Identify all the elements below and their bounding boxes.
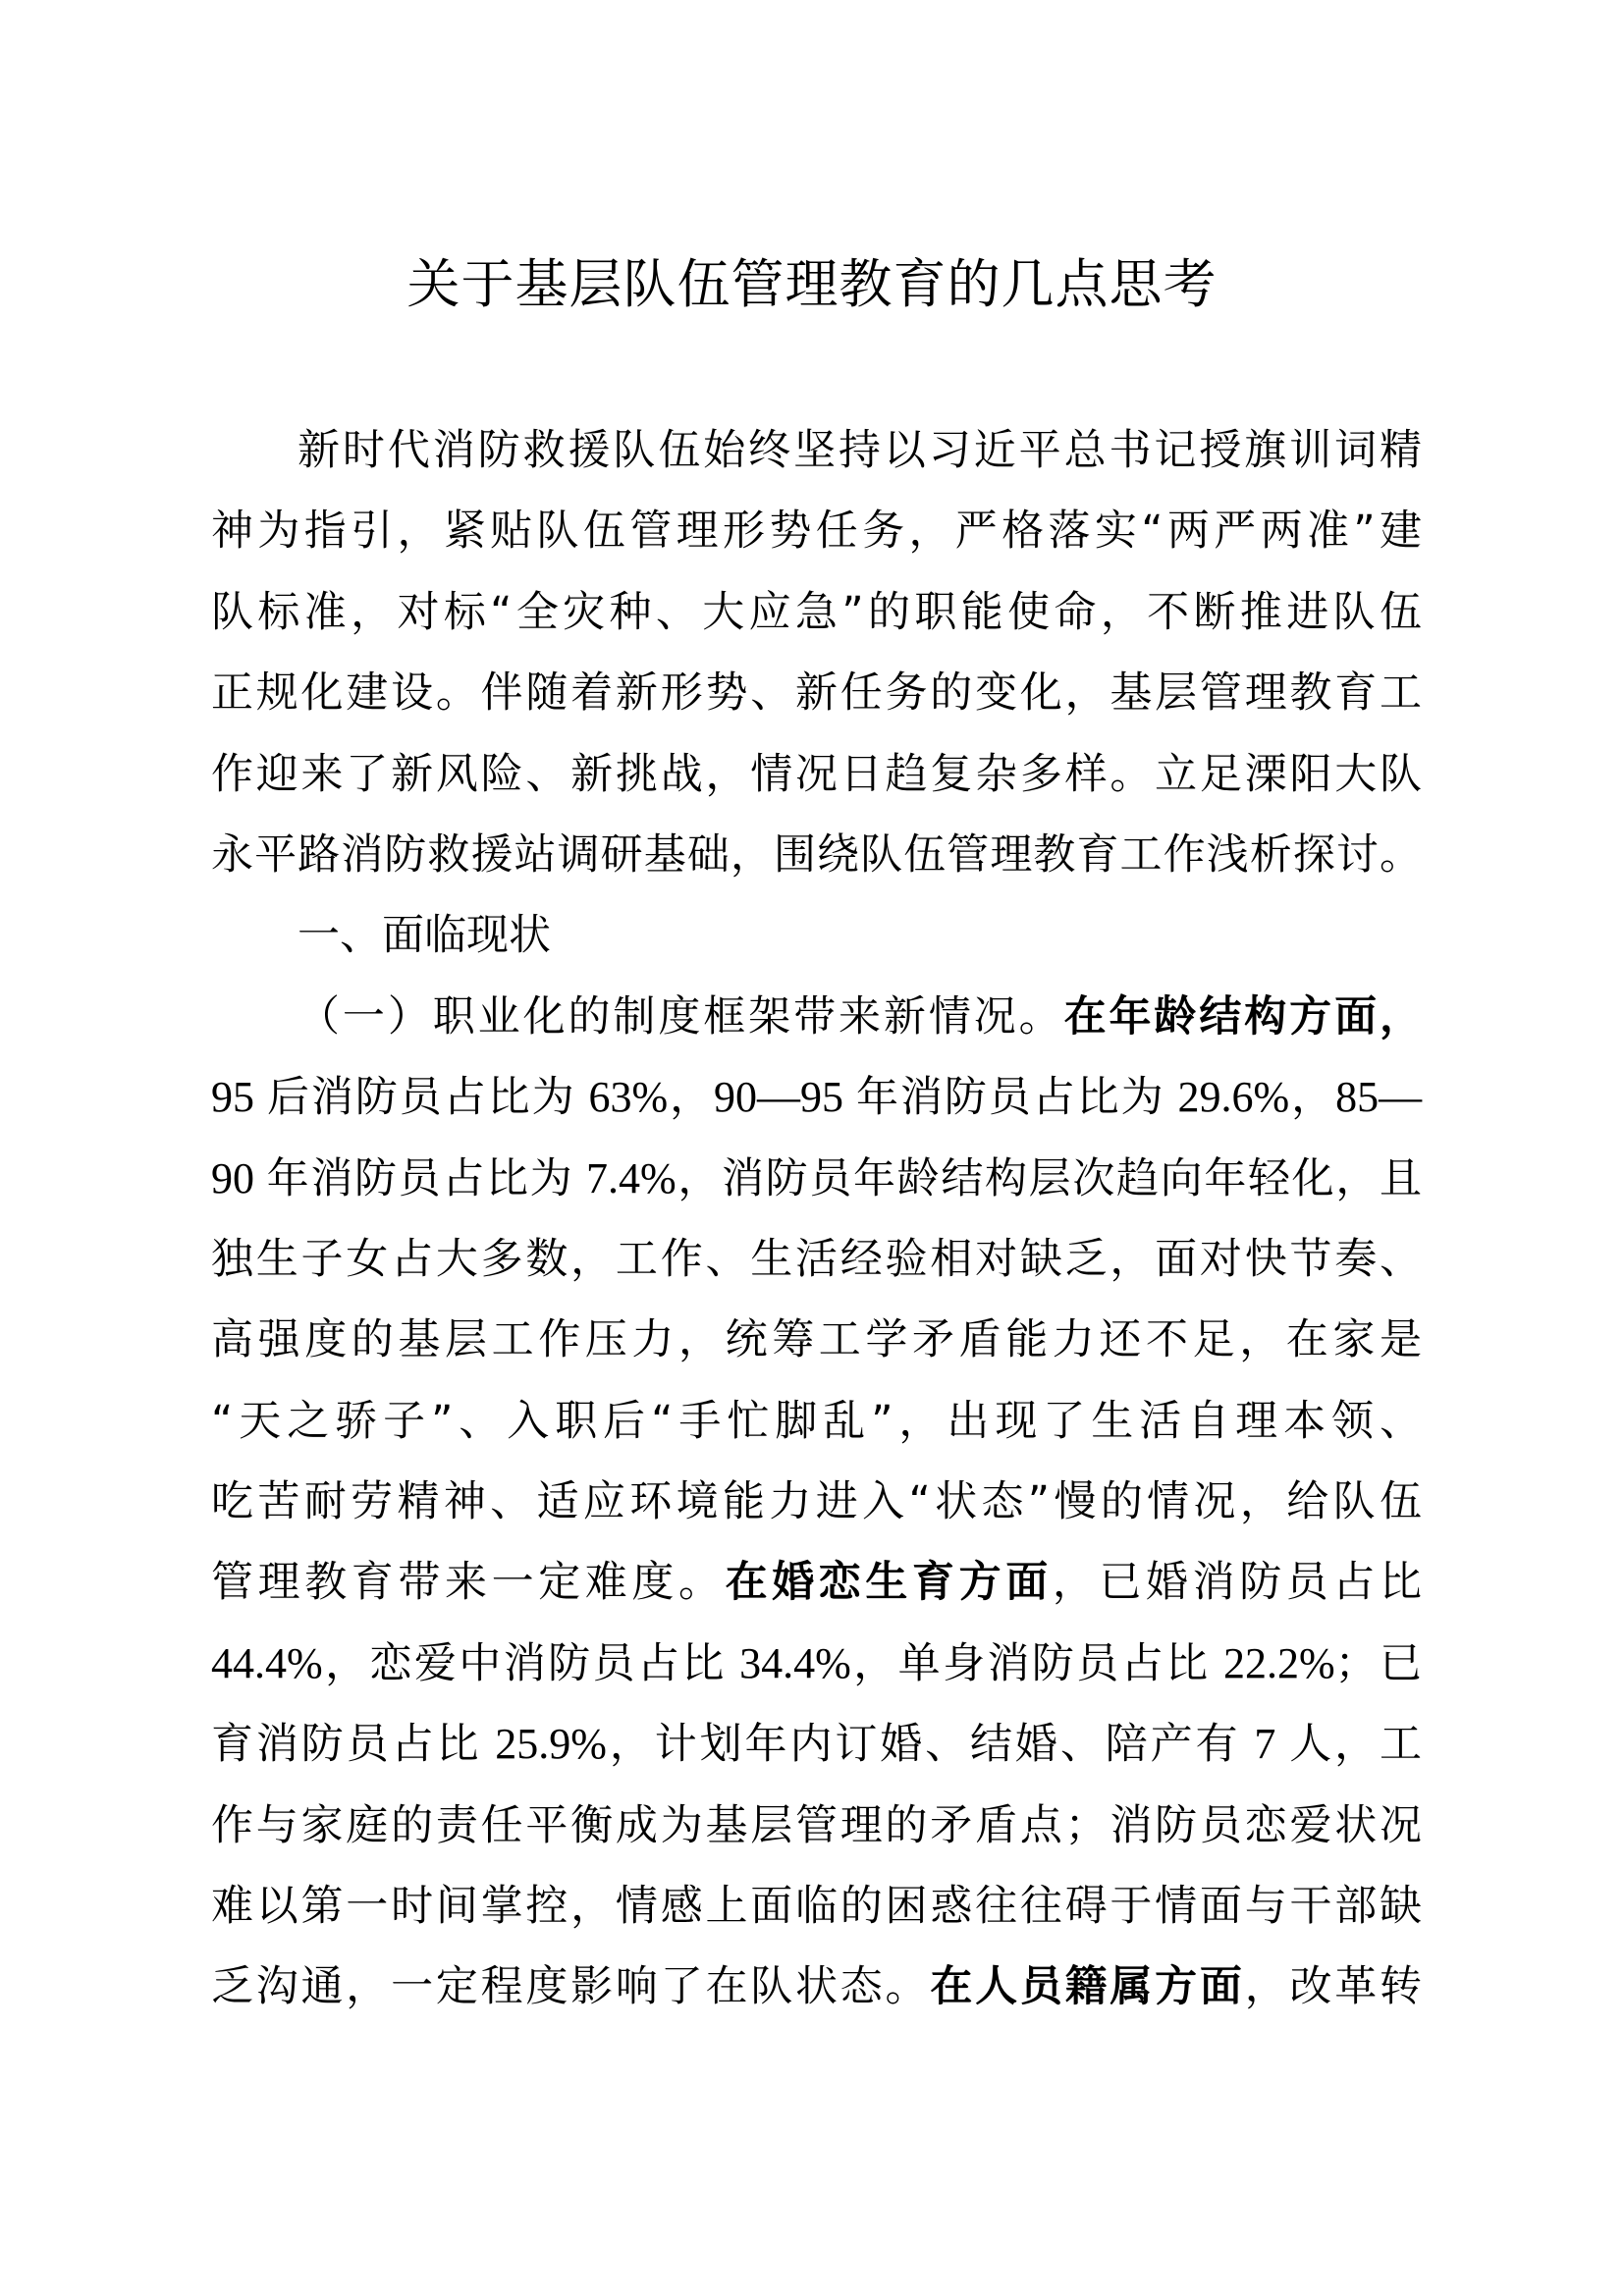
number-text: 29.6% [1164, 1073, 1290, 1122]
text-line [211, 1786, 1422, 1866]
text-line [211, 1462, 1422, 1542]
number-text: 7.4% [573, 1153, 677, 1202]
text-segment: 后消防员占比为 [266, 1073, 576, 1123]
text-line [211, 1300, 1422, 1380]
text-line [211, 491, 1422, 571]
text-segment: 独生子女占大多数，工作、生活经验相对缺乏，面对快节奏、 [211, 1234, 1422, 1284]
document-body [211, 410, 1422, 2028]
document-title: 关于基层队伍管理教育的几点思考 [406, 253, 1218, 315]
text-line [211, 1057, 1422, 1138]
text-segment: （一）职业化的制度框架带来新情况。 [298, 991, 1064, 1041]
text-segment: 作与家庭的责任平衡成为基层管理的矛盾点；消防员恋爱状况 [211, 1800, 1422, 1850]
number-text: 22.2% [1210, 1638, 1335, 1687]
bold-text: 在婚恋生育方面 [725, 1558, 1053, 1608]
number-text: 25.9% [481, 1720, 607, 1769]
text-line [211, 1947, 1422, 2027]
text-segment: 人，工 [1289, 1720, 1423, 1770]
number-text: 63% [575, 1073, 669, 1122]
text-segment: ，消防员年龄结构层次趋向年轻化，且 [676, 1153, 1423, 1203]
text-segment: ，改革转 [1244, 1962, 1423, 2012]
text-line [211, 815, 1422, 895]
number-text: 44.4% [211, 1638, 323, 1687]
text-line [211, 1381, 1422, 1462]
text-line [211, 572, 1422, 653]
text-line [211, 1624, 1422, 1704]
text-segment: 永平路消防救援站调研基础，围绕队伍管理教育工作浅析探讨。 [211, 829, 1422, 880]
text-segment: 年消防员占比为 [266, 1153, 574, 1203]
text-segment: ， [1289, 1073, 1336, 1123]
text-segment: ，恋爱中消防员占比 [322, 1638, 727, 1688]
text-segment: 吃苦耐劳精神、适应环境能力进入“状态”慢的情况，给队伍 [211, 1477, 1422, 1527]
text-segment: “天之骄子”、入职后“手忙脚乱”，出现了生活自理本领、 [211, 1396, 1422, 1446]
number-text: 95 [211, 1073, 267, 1122]
text-segment: 作迎来了新风险、新挑战，情况日趋复杂多样。立足溧阳大队 [211, 749, 1422, 799]
bold-text: 在人员籍属方面 [930, 1962, 1245, 2012]
text-segment: ，单身消防员占比 [850, 1638, 1211, 1688]
text-line [211, 1219, 1422, 1300]
text-segment: 一、面临现状 [298, 911, 551, 961]
text-segment: 队标准，对标“全灾种、大应急”的职能使命，不断推进队伍 [211, 587, 1422, 637]
text-segment: ，已婚消防员占比 [1052, 1558, 1423, 1608]
text-line [211, 734, 1422, 815]
bold-text: 在年龄结构方面， [1063, 991, 1423, 1041]
number-text: 34.4% [726, 1638, 851, 1687]
text-segment: 正规化建设。伴随着新形势、新任务的变化，基层管理教育工 [211, 668, 1422, 719]
text-segment: 难以第一时间掌控，情感上面临的困惑往往碍于情面与干部缺 [211, 1882, 1422, 1932]
text-line [211, 653, 1422, 733]
number-text: 85— [1335, 1073, 1423, 1122]
text-segment: 高强度的基层工作压力，统筹工学矛盾能力还不足，在家是 [211, 1315, 1422, 1365]
text-line [211, 1542, 1422, 1623]
number-text: 90 [211, 1153, 267, 1202]
text-segment: 神为指引，紧贴队伍管理形势任务，严格落实“两严两准”建 [211, 507, 1422, 557]
text-line [211, 1704, 1422, 1785]
section-heading [211, 895, 1422, 976]
number-text: 90—95 [714, 1073, 856, 1122]
text-line [211, 1866, 1422, 1947]
text-segment: 年消防员占比为 [855, 1073, 1165, 1123]
text-segment: ；已 [1334, 1638, 1423, 1688]
text-segment: ， [668, 1073, 715, 1123]
text-line [211, 410, 1422, 491]
text-line [211, 977, 1422, 1057]
text-line [211, 1139, 1422, 1219]
text-segment: 育消防员占比 [211, 1720, 482, 1770]
text-segment: 新时代消防救援队伍始终坚持以习近平总书记授旗训词精 [298, 426, 1422, 475]
number-text: 7 [1240, 1720, 1290, 1769]
text-segment: ，计划年内订婚、结婚、陪产有 [606, 1720, 1241, 1770]
text-segment: 管理教育带来一定难度。 [211, 1558, 726, 1608]
text-segment: 乏沟通，一定程度影响了在队状态。 [211, 1962, 931, 2012]
